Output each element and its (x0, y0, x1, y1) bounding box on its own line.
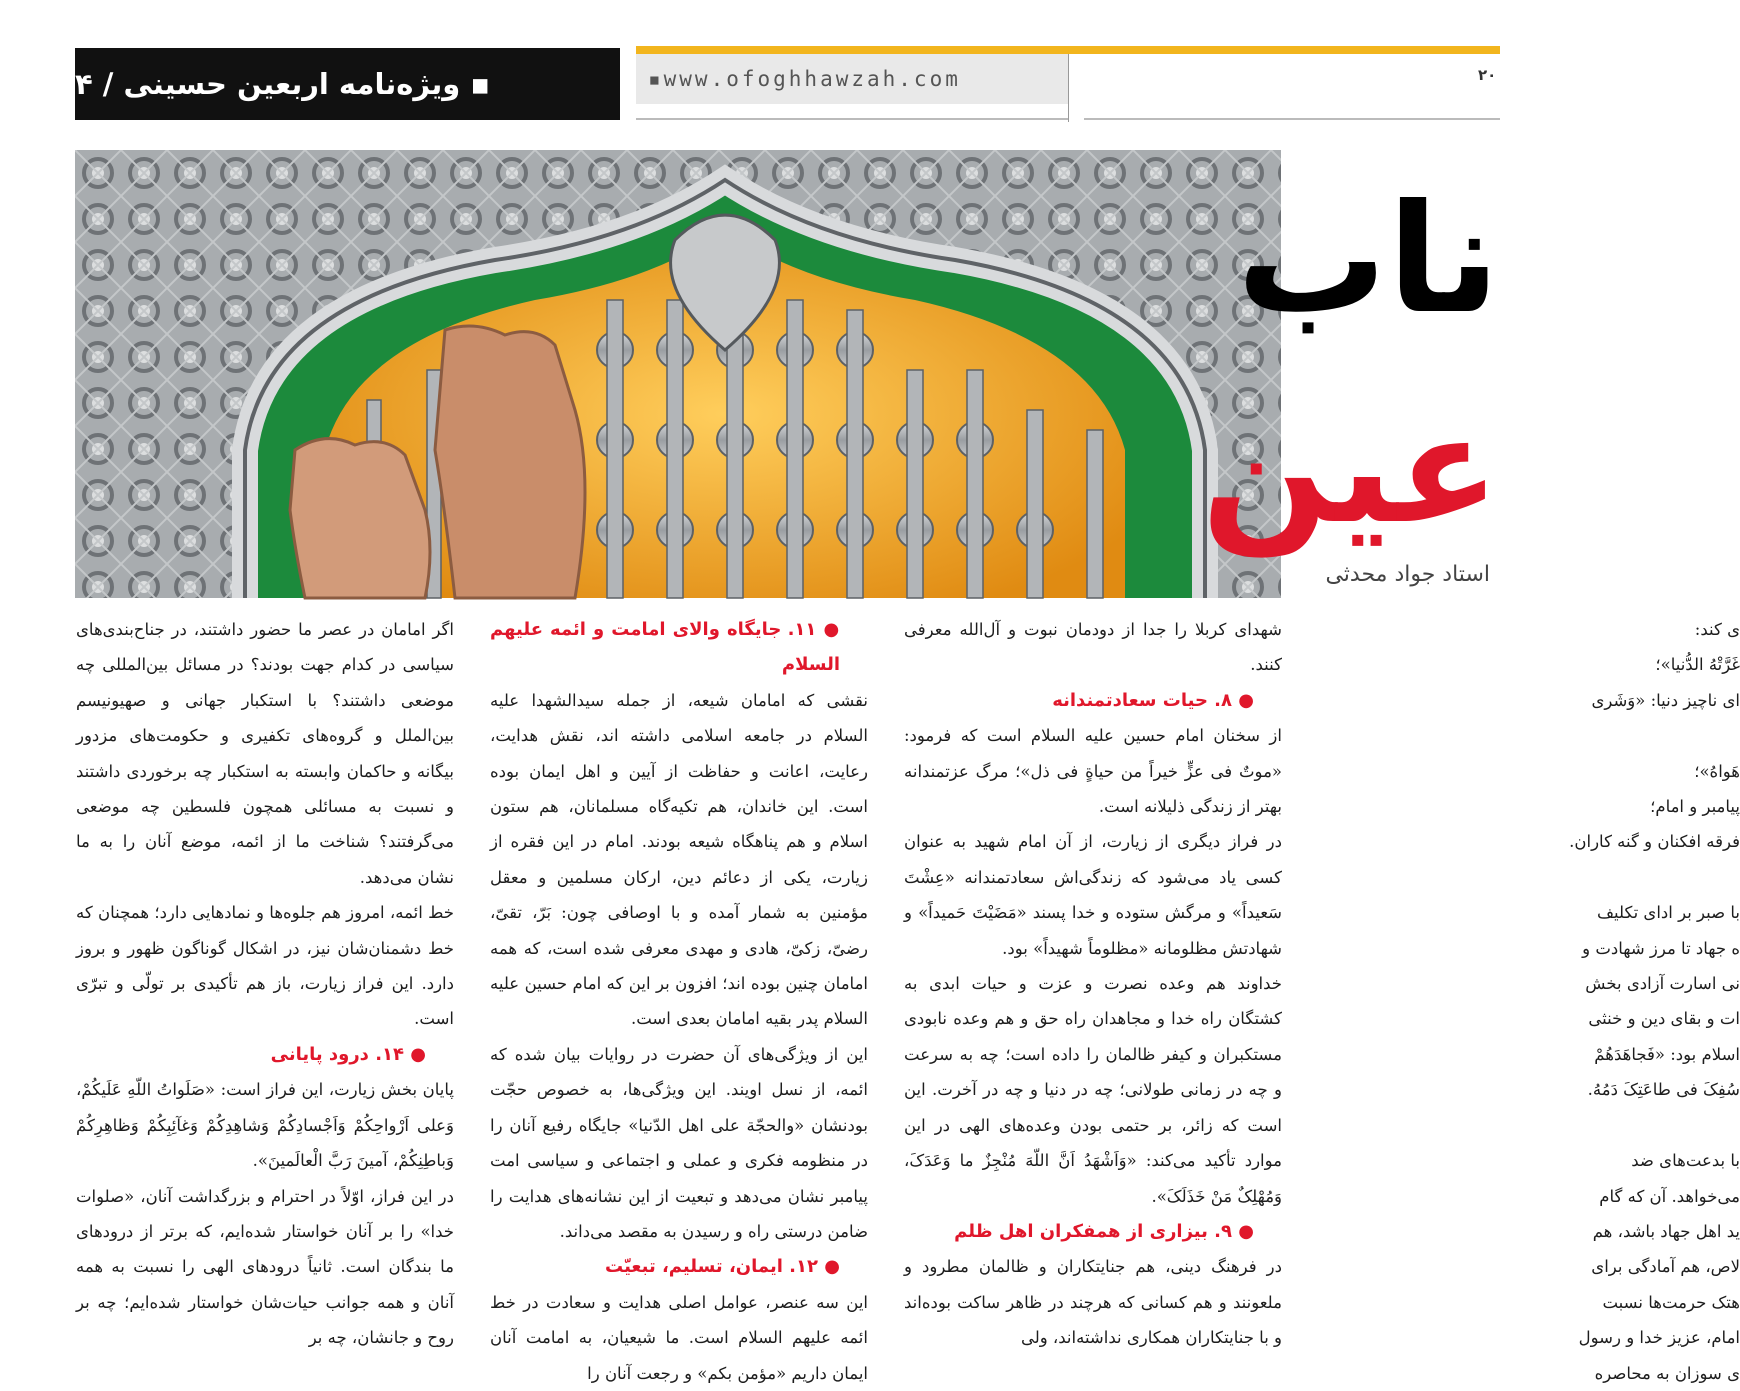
col1-line: هتک حرمت‌ها نسبت (1602, 1292, 1740, 1312)
subheading-9: ● ۹. بیزاری از همفکران اهل ظلم (954, 1220, 1254, 1242)
col1-line: ید اهل جهاد باشد، هم (1592, 1221, 1740, 1241)
article-column-2 (904, 612, 1282, 1379)
header-divider (1068, 54, 1069, 122)
col1-line: ات و بقای دین و خنثی (1588, 1009, 1740, 1029)
paragraph: این سه عنصر، عوامل اصلی هدایت و سعادت در خط ائمه علیهم السلام است. ما شیعیان، به امامت آنان ایمان داریم «مؤمن بکم» و رجعت آنان را (490, 1292, 868, 1383)
subheading-8: ● ۸. حیات سعادتمندانه (1052, 689, 1254, 711)
col1-line: نی اسارت آزادی بخش (1585, 974, 1740, 994)
col1-line: ی سوزان به محاصره (1594, 1363, 1740, 1383)
supplement-banner (75, 48, 620, 120)
banner-text: ▪ ویژه‌نامه اربعین حسینی / ۴ (75, 67, 491, 101)
col1-line (1320, 860, 1740, 895)
page-number: ۲۰ (1478, 66, 1497, 84)
article-column-3 (490, 612, 868, 1383)
paragraph: در فراز دیگری از زیارت، از آن امام شهید به عنوان کسی یاد می‌شود که زندگی‌اش سعادتمندانه «عِشْتَ سَعیداً» و مرگش ستوده و خدا پسند «مَضَیْتَ حَمیداً» و شهادتش مظلومانه «مظلوماً شهیداً» بود. (904, 832, 1282, 958)
paragraph: اگر امامان در عصر ما حضور داشتند، در جناح‌بندی‌های سیاسی در کدام جهت بودند؟ در مسائل بین‌المللی چه موضعی داشتند؟ با استکبار جهانی و صهیونیسم بین‌الملل و گروه‌های تکفیری و حکومت‌های مزدور بیگانه و حاکمان وابسته به استکبار چه برخوردی داشتند و نسبت به مسائلی همچون فلسطین چه موضعی می‌گرفتند؟ شناخت ما از ائمه، موضع آنان را به ما نشان می‌دهد. (76, 620, 454, 887)
paragraph: در فرهنگ دینی، هم جنایتکاران و ظالمان مطرود و ملعونند و هم کسانی که هرچند در ظاهر ساکت بوده‌اند و با جنایتکاران همکاری نداشته‌اند، ولی (904, 1257, 1282, 1348)
paragraph: نقشی که امامان شیعه، از جمله سیدالشهدا علیه السلام در جامعه اسلامی داشته اند، نقش هدایت، رعایت، اعانت و حفاظت از آیین و اهل ایمان بوده است. این خاندان، هم تکیه‌گاه مسلمانان، هم ستون اسلام و هم پناهگاه شیعه بودند. امام در این فقره از زیارت، یکی از دعائم دین، ارکان مسلمین و معقل مؤمنین به شمار آمده و با اوصافی چون: بَرّ، تقیّ، رضیّ، زکیّ، هادی و مهدی معرفی شده است، که همه امامان چنین بوده اند؛ افزون بر این که امام حسین علیه السلام پدر بقیه امامان بعدی است. (490, 690, 868, 1029)
col1-line: با صبر بر ادای تکلیف (1596, 903, 1740, 923)
headline-line-2: عین (1201, 383, 1500, 557)
col1-line: امام، عزیز خدا و رسول (1578, 1328, 1740, 1348)
paragraph: این از ویژگی‌های آن حضرت در روایات بیان شده که ائمه، از نسل اویند. این ویژگی‌ها، به خصوص حجّت بودنشان «والحجّة علی اهل الدّنیا» جایگاه رفیع آنان را در منظومه فکری و عملی و اجتماعی و سیاسی امت پیامبر نشان می‌دهد و تبعیت از این نشانه‌های هدایت را ضامن درستی راه و رسیدن به مقصد می‌داند. (490, 1044, 868, 1241)
site-url-box (636, 54, 1068, 104)
paragraph: خط ائمه، امروز هم جلوه‌ها و نمادهایی دارد؛ همچنان که خط دشمنان‌شان نیز، در اشکال گوناگون ظهور و بروز دارد. این فراز زیارت، باز هم تأکیدی بر تولّی و تبرّی است. (76, 903, 454, 1029)
col1-line: ای ناچیز دنیا: «وَشَرى (1591, 690, 1740, 710)
paragraph: خداوند هم وعده نصرت و عزت و حیات ابدی به کشتگان راه خدا و مجاهدان راه حق و هم وعده نابودی مستکبران و کیفر ظالمان را داده است؛ چه به سرعت و چه در زمانی طولانی؛ چه در دنیا و چه در آخرت. این است که زائر، بر حتمی بودن وعده‌های الهی در این موارد تأکید می‌کند: «وَاَشْهَدُ اَنَّ اللّهَ مُنْجِزٌ ما وَعَدَکَ، وَمُهْلِکٌ مَنْ خَذَلَکَ». (904, 974, 1282, 1206)
header-accent-rule (636, 46, 1500, 54)
subheading-12: ● ۱۲. ایمان، تسلیم، تبعیّت (605, 1256, 840, 1278)
header-underline-left (636, 118, 1068, 120)
shrine-photo (75, 150, 1281, 598)
paragraph: از سخنان امام حسین علیه السلام است که فرمود: «موتٌ فی عزٍّ خیراً من حیاةٍ فی ذل»؛ مرگ عزتمندانه بهتر از زندگی ذلیلانه است. (904, 726, 1282, 817)
col1-line: با بدعت‌های ضد (1631, 1151, 1740, 1171)
col1-line: لاص، هم آمادگی برای (1591, 1257, 1740, 1277)
headline-line-1: ناب (1236, 173, 1500, 347)
author-byline: استاد جواد محدثی (1325, 562, 1490, 587)
subheading-11: ● ۱۱. جایگاه والای امامت و ائمه علیهم السلام (490, 619, 840, 676)
col1-line: فرقه افکنان و گنه کاران. (1569, 832, 1740, 852)
col1-line: ی کند: (1694, 620, 1740, 639)
col1-line: ه جهاد تا مرز شهادت و (1582, 938, 1740, 958)
site-url: ▪www.ofoghhawzah.com (648, 67, 961, 91)
col1-line: اسلام بود: «فَجاهَدَهُمْ (1594, 1044, 1740, 1064)
col1-line: می‌خواهد. آن که گام (1599, 1186, 1740, 1206)
paragraph: در این فراز، اوّلاً در احترام و بزرگداشت آنان، «صلوات خدا» را بر آنان خواستار شده‌ایم، که برتر از درودهای ما بندگان است. ثانیاً درودهای الهی را نسبت به همه آنان و همه جوانب حیات‌شان خواستار شده‌ایم؛ چه بر روح و جانشان، چه بر (76, 1186, 454, 1348)
subheading-14: ● ۱۴. درود پایانی (270, 1043, 426, 1065)
col1-line: پیامبر و امام؛ (1650, 797, 1740, 817)
col1-line (1320, 718, 1740, 753)
col1-line: غَرَّتْهُ الدُّنیا»؛ (1655, 655, 1740, 675)
article-column-4 (76, 612, 454, 1379)
col1-line: هَواهُ»؛ (1694, 761, 1740, 781)
paragraph: پایان بخش زیارت، این فراز است: «صَلَواتُ اللّهِ عَلَیکُمْ، وَعلی اَرْواحِکُمْ وَاَجْسادِکُمْ وَشاهِدِکُمْ وَغآئِبِکُمْ وَظاهِرِکُمْ وَباطِنِکُمْ، آمینَ رَبَّ الْعالَمینَ». (76, 1080, 454, 1171)
header-underline-right (1084, 118, 1500, 120)
paragraph: شهدای کربلا را جدا از دودمان نبوت و آل‌الله معرفی کنند. (904, 620, 1282, 675)
col1-line (1320, 1108, 1740, 1143)
article-column-1 (1318, 612, 1740, 1383)
col1-line: سُفِکَ فی طاعَتِکَ دَمُهُ. (1587, 1080, 1740, 1100)
